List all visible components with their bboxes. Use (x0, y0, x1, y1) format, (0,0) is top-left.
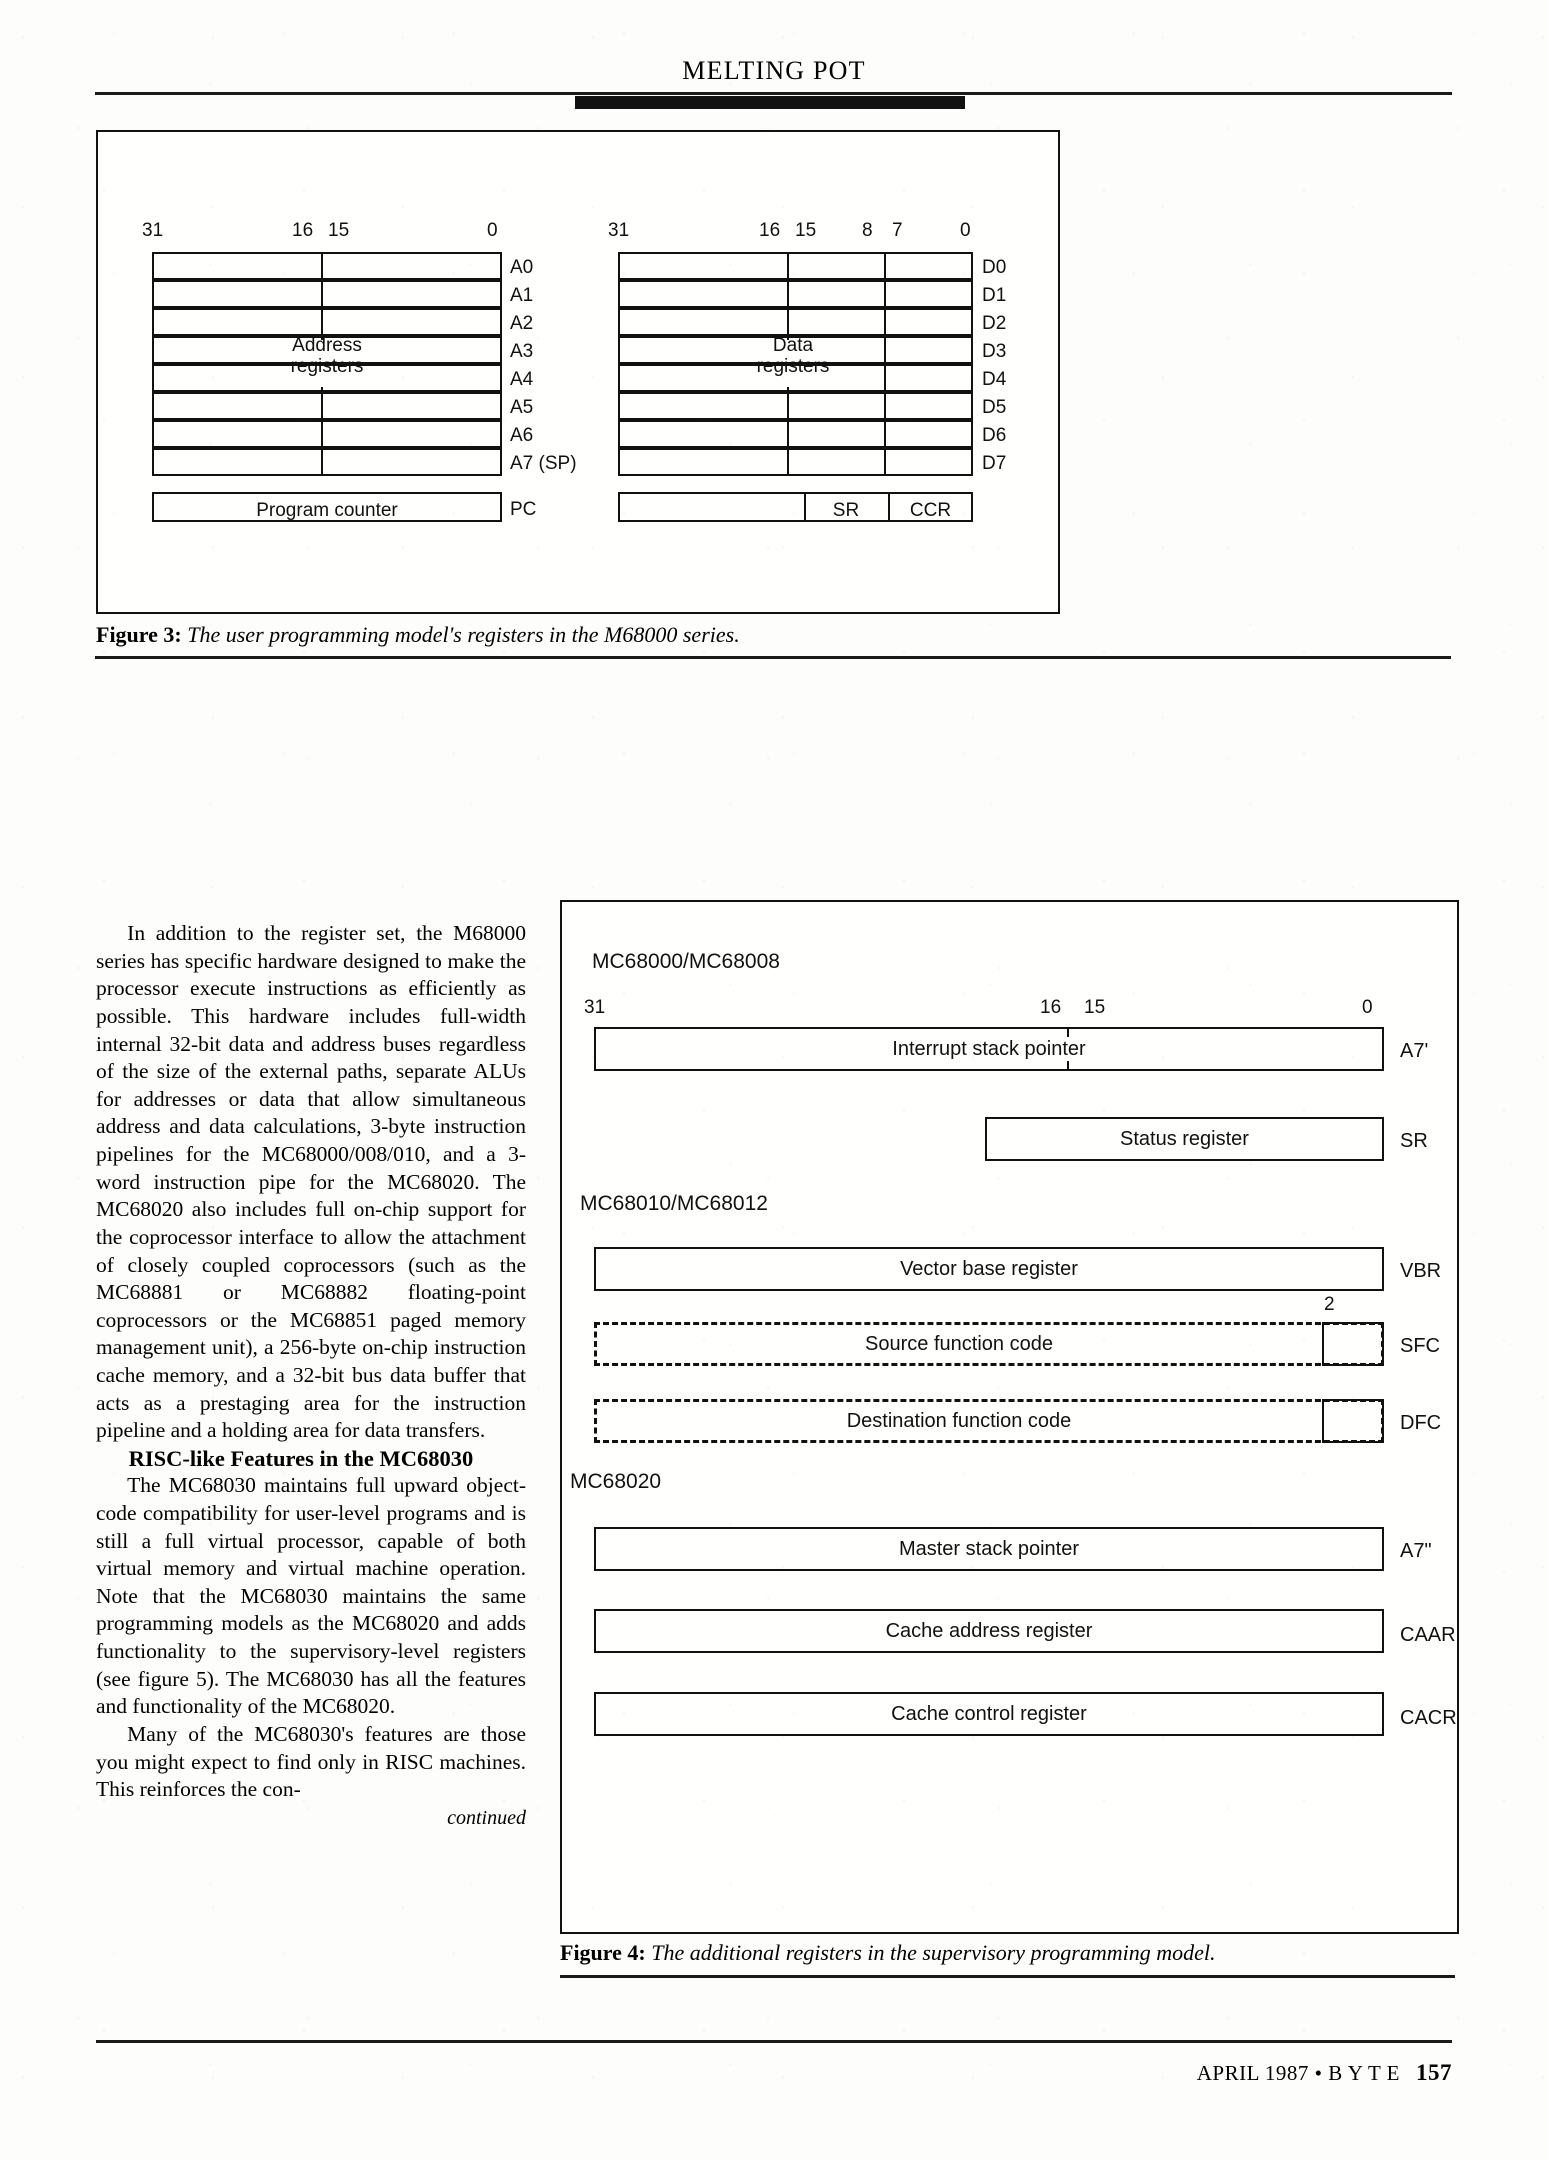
fig3-data-label-d2: D2 (982, 313, 1007, 334)
fig3-data-leader-right (854, 363, 928, 365)
figure4-register-vbr-name: Vector base register (900, 1257, 1078, 1280)
figure4-register-msp-side: A7" (1400, 1540, 1432, 1562)
fig3-data-label-d4: D4 (982, 369, 1007, 390)
figure4-register-dfc-name: Destination function code (846, 1409, 1072, 1432)
fig3-data-label-d7: D7 (982, 453, 1007, 474)
figure4-caption-label: Figure 4: (560, 1940, 646, 1965)
figure4-register-msp-name: Master stack pointer (898, 1537, 1080, 1560)
fig3-data-group-label-line1: Data (772, 335, 814, 356)
fig3-data-bit-0: 0 (960, 220, 971, 241)
fig3-address-leader-left (154, 363, 264, 365)
fig3-data-bit-7: 7 (892, 220, 903, 241)
fig3-data-row-d0 (618, 252, 973, 280)
body-paragraph-2: The MC68030 maintains full upward object-code compatibility for user-level programs and is still a full virtual processor, capable of both virtual memory and virtual machine operation. Note that the MC68030 maintains the same programming models as the MC68020 and adds functionality to the supervisory-level registers (see figure 5). The MC68030 has all the features and functionality of the MC68020. (96, 1473, 526, 1719)
figure4-bit-15: 15 (1084, 997, 1106, 1018)
fig3-data-label-d1: D1 (982, 285, 1007, 306)
fig3-address-label-a5: A5 (510, 397, 534, 418)
figure4-register-sfc-side: SFC (1400, 1335, 1440, 1357)
fig3-data-bit-15: 15 (795, 220, 817, 241)
figure3-caption-label: Figure 3: (96, 622, 182, 647)
figure4-frame (560, 900, 1459, 1934)
figure4-caption (560, 1940, 1440, 1966)
fig3-address-bit-15: 15 (328, 220, 350, 241)
fig3-data-row-d5 (618, 392, 973, 420)
body-subheading: RISC-like Features in the MC68030 (128, 1445, 474, 1471)
figure4-bit-0: 0 (1362, 997, 1373, 1018)
figure4-register-sfc-name: Source function code (865, 1332, 1053, 1355)
figure4-chip-label-1: MC68000/MC68008 (592, 950, 780, 973)
figure3-frame (96, 130, 1060, 614)
header-rule (95, 92, 1452, 95)
fig3-data-group-label-line2: registers (756, 356, 830, 377)
figure4-caption-text: The additional registers in the supervisory programming model. (651, 1940, 1216, 1965)
figure4-register-caar-name: Cache address register (885, 1619, 1093, 1642)
fig3-address-leader-right (390, 363, 500, 365)
fig3-address-label-a1: A1 (510, 285, 534, 306)
fig3-data-label-d3: D3 (982, 341, 1007, 362)
body-paragraph-1: In addition to the register set, the M68000 series has specific hardware designed to make the processor execute instructions as efficiently as possible. This hardware includes full-width internal 32-bit data and address buses regardless of the size of the external paths, separate ALUs for addresses or data that allow simultaneous address and data calculations, 3-byte instruction pipelines for the MC68000/008/010, and a 3-word instruction pipe for the MC68020. The MC68020 also includes full on-chip support for the coprocessor interface to allow the attachment of closely coupled coprocessors (such as the MC68881 or MC68882 floating-point coprocessors or the MC68851 paged memory management unit), a 256-byte on-chip instruction cache memory, and a 32-bit bus data buffer that acts as a prestaging area for the instruction pipeline and a holding area for data transfers. (96, 921, 526, 1443)
running-head: MELTING POT (682, 56, 866, 85)
fig3-address-row-a1 (152, 280, 502, 308)
continued-note: continued (447, 1806, 526, 1829)
fig3-data-row-d2 (618, 308, 973, 336)
fig3-address-label-a2: A2 (510, 313, 534, 334)
fig3-ccr-label: CCR (909, 500, 952, 521)
fig3-data-bit-31: 31 (608, 220, 630, 241)
footer-issue: APRIL 1987 • B Y T E (1196, 2061, 1400, 2085)
figure4-bit-31: 31 (584, 997, 606, 1018)
fig3-address-row-a2 (152, 308, 502, 336)
fig3-data-row-d6 (618, 420, 973, 448)
body-column (96, 920, 526, 1832)
figure4-chip-label-2: MC68010/MC68012 (580, 1192, 768, 1215)
fig3-data-label-d6: D6 (982, 425, 1007, 446)
figure3-caption-text: The user programming model's registers in the M68000 series. (187, 622, 740, 647)
fig3-address-bit-16: 16 (292, 220, 314, 241)
fig3-data-divider16-lower (787, 387, 789, 476)
figure4-register-isp-name: Interrupt stack pointer (892, 1037, 1086, 1060)
fig3-address-row-a5 (152, 392, 502, 420)
fig3-data-row-d1 (618, 280, 973, 308)
fig3-address-row-a7 (152, 448, 502, 476)
figure4-bit-2: 2 (1324, 1294, 1335, 1315)
fig3-address-bit-divider-lower (321, 387, 323, 476)
fig3-data-bit-16: 16 (759, 220, 781, 241)
fig3-data-label-d5: D5 (982, 397, 1007, 418)
header-black-bar (575, 96, 965, 109)
fig3-address-label-a0: A0 (510, 257, 534, 278)
fig3-data-divider16-upper (787, 252, 789, 340)
fig3-program-counter-label: Program counter (256, 500, 398, 521)
fig3-address-row-a0 (152, 252, 502, 280)
fig3-data-row-d7 (618, 448, 973, 476)
figure4-chip-label-3: MC68020 (570, 1470, 662, 1493)
footer-page-number: 157 (1416, 2060, 1452, 2085)
fig3-data-label-d0: D0 (982, 257, 1007, 278)
footer-rule (96, 2040, 1452, 2043)
figure4-register-cacr-side: CACR (1400, 1707, 1457, 1729)
figure4-register-sr-side: SR (1400, 1130, 1428, 1152)
fig3-program-counter-side: PC (510, 499, 537, 520)
figure4-register-dfc-field (1322, 1399, 1384, 1443)
footer (1197, 2060, 1452, 2086)
figure4-register-caar-side: CAAR (1400, 1624, 1456, 1646)
fig3-address-bit-31: 31 (142, 220, 164, 241)
body-paragraph-3: Many of the MC68030's features are those you might expect to find only in RISC machines. This reinforces the con- (96, 1721, 526, 1802)
figure4-register-vbr-side: VBR (1400, 1260, 1442, 1282)
fig3-address-bit-0: 0 (487, 220, 498, 241)
fig3-address-label-a7: A7 (SP) (510, 453, 577, 474)
figure3-caption-rule (95, 656, 1451, 659)
figure3-caption (96, 622, 1296, 648)
fig3-sr-label: SR (832, 500, 860, 521)
fig3-address-bit-divider-upper (321, 252, 323, 340)
fig3-data-bit-8: 8 (862, 220, 873, 241)
figure4-register-isp-side: A7' (1400, 1040, 1429, 1062)
fig3-address-label-a3: A3 (510, 341, 534, 362)
fig3-address-group-label-line2: registers (290, 356, 364, 377)
figure4-register-sfc-field (1322, 1322, 1384, 1366)
fig3-address-label-a4: A4 (510, 369, 534, 390)
figure4-caption-rule (560, 1975, 1455, 1978)
figure4-register-cacr-name: Cache control register (891, 1702, 1087, 1725)
fig3-address-group-label-line1: Address (292, 335, 362, 356)
fig3-address-row-a6 (152, 420, 502, 448)
fig3-data-leader-left (620, 363, 730, 365)
figure4-register-sr-name: Status register (1120, 1127, 1249, 1150)
figure4-register-dfc-side: DFC (1400, 1412, 1442, 1434)
fig3-address-label-a6: A6 (510, 425, 534, 446)
figure4-bit-16: 16 (1040, 997, 1062, 1018)
